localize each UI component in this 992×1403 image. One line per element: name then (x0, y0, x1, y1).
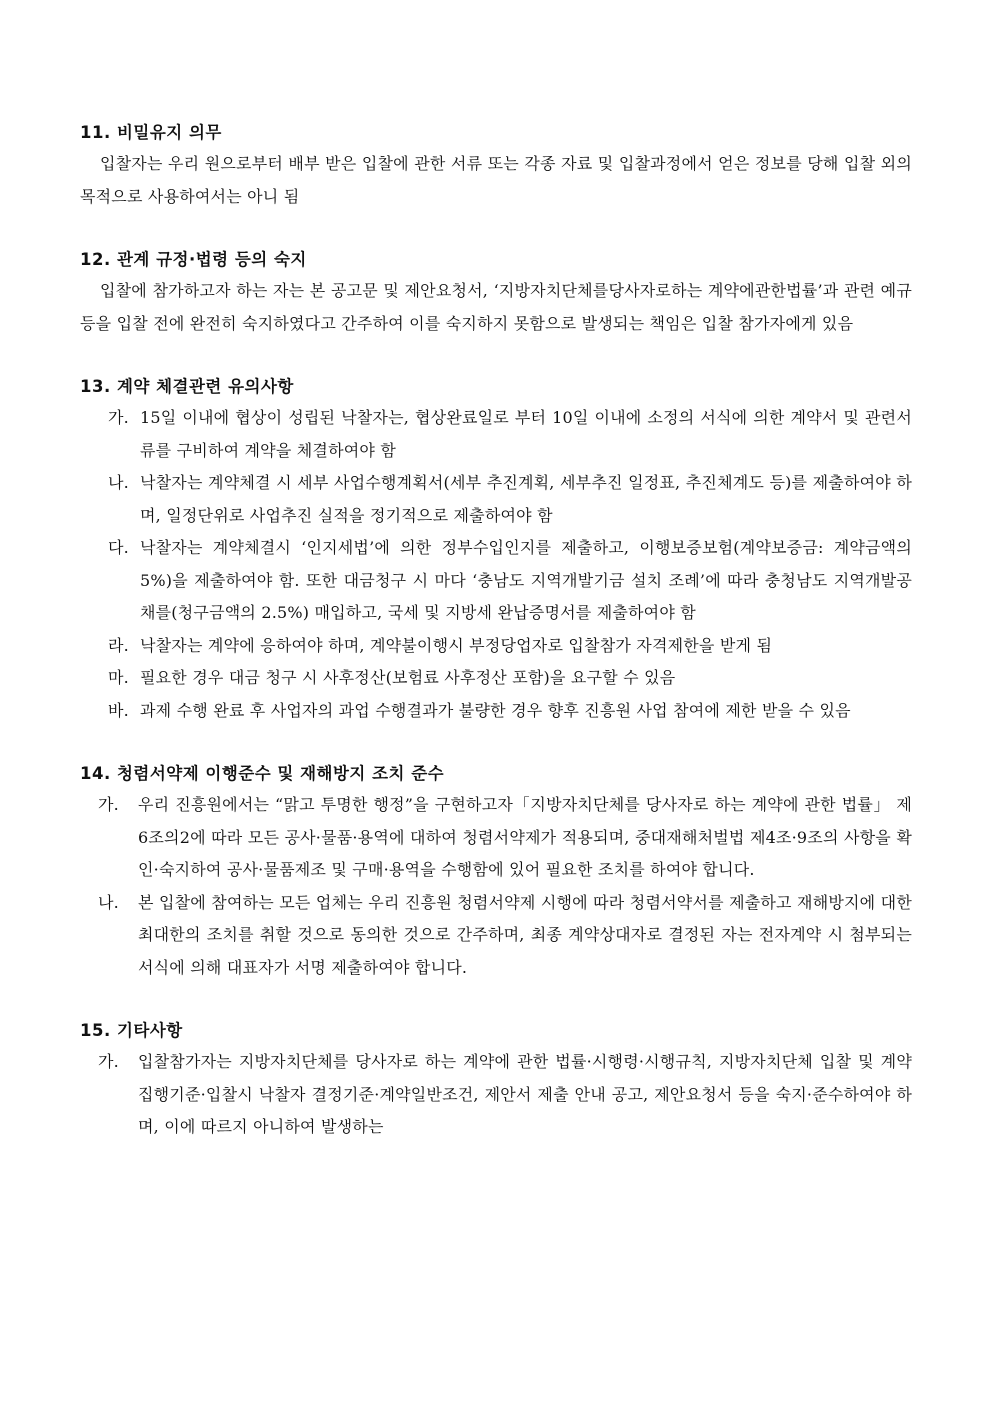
list-item (80, 1046, 912, 1144)
section-paragraph: 입찰에 참가하고자 하는 자는 본 공고문 및 제안요청서, ‘지방자치단체를당사자로하는 계약에관한법률’과 관련 예규 등을 입찰 전에 완전히 숙지하였다고 간주하여 이를 숙지하지 못함으로 발생되는 책임은 입찰 참가자에게 있음 (80, 281, 912, 333)
section-miscellaneous (80, 1016, 912, 1144)
item-marker: 다. (108, 538, 129, 557)
section-confidentiality (80, 118, 912, 213)
item-text: 우리 진흥원에서는 “맑고 투명한 행정”을 구현하고자「지방자치단체를 당사자로 하는 계약에 관한 법률」 제6조의2에 따라 모든 공사·물품·용역에 대하여 청렴서약제가 적용되며, 중대재해처벌법 제4조·9조의 사항을 확인·숙지하여 공사·물품제조 및 구매·용역을 수행함에 있어 필요한 조치를 하여야 합니다. (138, 795, 912, 879)
item-marker: 나. (108, 473, 129, 492)
item-text: 과제 수행 완료 후 사업자의 과업 수행결과가 불량한 경우 향후 진흥원 사업 참여에 제한 받을 수 있음 (140, 700, 851, 720)
list-item (80, 662, 912, 695)
section-title: 13. 계약 체결관련 유의사항 (80, 377, 294, 396)
item-text: 낙찰자는 계약에 응하여야 하며, 계약불이행시 부정당업자로 입찰참가 자격제한을 받게 됨 (140, 635, 773, 655)
list-item (80, 630, 912, 663)
item-text: 필요한 경우 대금 청구 시 사후정산(보험료 사후정산 포함)을 요구할 수 있음 (140, 668, 676, 687)
section-paragraph: 입찰자는 우리 원으로부터 배부 받은 입찰에 관한 서류 또는 각종 자료 및 입찰과정에서 얻은 정보를 당해 입찰 외의 목적으로 사용하여서는 아니 됨 (80, 154, 912, 206)
item-list (80, 789, 912, 984)
item-marker: 나. (98, 892, 119, 912)
item-marker: 가. (108, 408, 129, 427)
section-title: 12. 관계 규정·법령 등의 숙지 (80, 250, 307, 269)
item-marker: 라. (108, 635, 129, 655)
document-page (80, 118, 912, 1176)
item-marker: 마. (108, 668, 129, 687)
section-title: 11. 비밀유지 의무 (80, 123, 222, 142)
list-item (80, 467, 912, 532)
item-text: 낙찰자는 계약체결시 ‘인지세법’에 의한 정부수입인지를 제출하고, 이행보증보험(계약보증금: 계약금액의 5%)을 제출하여야 함. 또한 대금청구 시 마다 ‘충남도 지역개발기금 설치 조례’에 따라 충청남도 지역개발공채를(청구금액의 2.5%) 매입하고, 국세 및 지방세 완납증명서를 제출하여야 함 (140, 538, 912, 622)
item-text: 입찰참가자는 지방자치단체를 당사자로 하는 계약에 관한 법률·시행령·시행규칙, 지방자치단체 입찰 및 계약 집행기준·입찰시 낙찰자 결정기준·계약일반조건, 제안서 제출 안내 공고, 제안요청서 등을 숙지·준수하여야 하며, 이에 따르지 아니하여 발생하는 (138, 1052, 912, 1136)
section-integrity-pledge (80, 759, 912, 984)
item-list (80, 402, 912, 727)
list-item (80, 789, 912, 887)
section-contract-notes (80, 372, 912, 727)
section-regulations (80, 245, 912, 340)
list-item (80, 532, 912, 630)
item-marker: 가. (98, 795, 119, 814)
item-marker: 바. (108, 700, 129, 720)
section-title: 15. 기타사항 (80, 1021, 183, 1040)
list-item (80, 887, 912, 985)
item-text: 본 입찰에 참여하는 모든 업체는 우리 진흥원 청렴서약제 시행에 따라 청렴서약서를 제출하고 재해방지에 대한 최대한의 조치를 취할 것으로 동의한 것으로 간주하며, 최종 계약상대자로 결정된 자는 전자계약 시 첨부되는 서식에 의해 대표자가 서명 제출하여야 합니다. (138, 892, 912, 977)
list-item (80, 695, 912, 728)
list-item (80, 402, 912, 467)
item-marker: 가. (98, 1052, 119, 1071)
item-list (80, 1046, 912, 1144)
item-text: 15일 이내에 협상이 성립된 낙찰자는, 협상완료일로 부터 10일 이내에 소정의 서식에 의한 계약서 및 관련서류를 구비하여 계약을 체결하여야 함 (140, 408, 912, 460)
section-title: 14. 청렴서약제 이행준수 및 재해방지 조치 준수 (80, 764, 445, 783)
item-text: 낙찰자는 계약체결 시 세부 사업수행계획서(세부 추진계획, 세부추진 일정표, 추진체계도 등)를 제출하여야 하며, 일정단위로 사업추진 실적을 정기적으로 제출하여야 함 (140, 473, 912, 525)
